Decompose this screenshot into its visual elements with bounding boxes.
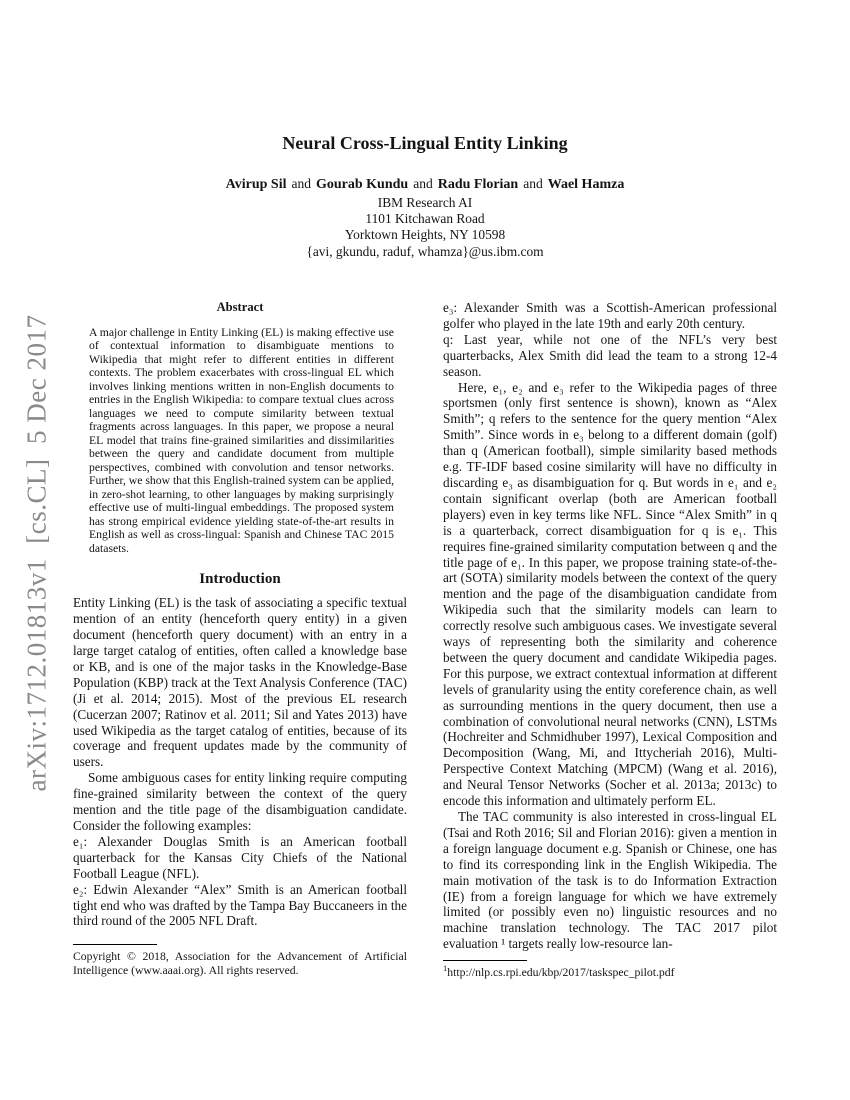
url-footnote (443, 960, 777, 980)
paragraph: The TAC community is also interested in cross-lingual EL (Tsai and Roth 2016; Sil and Florian 2016): given a mention in a foreign language document e.g. Spanish or Chinese, one has to find its corresponding link in the English Wikipedia. The main motivation of the task is to do Information Extraction (IE) from a foreign language for which we have extremely limited (or possibly even no) linguistic resources and no machine translation technology. The TAC 2017 pilot evaluation ¹ targets really low-resource lan- (443, 809, 777, 952)
affiliation-line: IBM Research AI (377, 195, 473, 210)
abstract-heading: Abstract (216, 300, 264, 314)
email-line: {avi, gkundu, raduf, whamza}@us.ibm.com (306, 243, 544, 259)
author-separator: and (291, 176, 311, 191)
author-name: Wael Hamza (547, 177, 625, 192)
author-name: Avirup Sil (225, 177, 287, 192)
footnote-marker: 1 (443, 963, 448, 974)
left-column (73, 300, 407, 978)
example-paragraph-q: q: Last year, while not one of the NFL’s very best quarterbacks, Alex Smith did lead the team to a strong 12-4 season. (443, 331, 777, 379)
author-line (73, 176, 777, 193)
paragraph: Some ambiguous cases for entity linking require computing fine-grained similarity between the context of the query mention and the title page of the disambiguation candidate. Consider the following examples: (73, 770, 407, 833)
right-column (443, 300, 777, 980)
example-paragraph-e1: e₁: Alexander Douglas Smith is an American football quarterback for the Kansas City Chiefs of the National Football League (NFL). (73, 833, 407, 881)
section-heading-introduction: Introduction (199, 571, 281, 588)
arxiv-watermark: arXiv:1712.01813v1 [cs.CL] 5 Dec 2017 (21, 314, 52, 792)
affiliation-line: Yorktown Heights, NY 10598 (344, 227, 506, 243)
paper-title: Neural Cross-Lingual Entity Linking (282, 133, 568, 153)
author-separator: and (413, 176, 433, 191)
example-paragraph-e3: e₃: Alexander Smith was a Scottish-American professional golfer who played in the late 19th and early 20th century. (443, 300, 777, 331)
footnote-rule (73, 944, 157, 945)
author-separator: and (523, 176, 543, 191)
example-paragraph-e2: e₂: Edwin Alexander “Alex” Smith is an American football tight end who was drafted by the Tampa Bay Buccaneers in the third round of the 2005 NFL Draft. (73, 881, 407, 929)
paragraph: Entity Linking (EL) is the task of associating a specific textual mention of an entity (henceforth query entity) in a given document (henceforth query document) with an entry in a large target catalog of entities, often called a knowledge base or KB, and is one of the major tasks in the Knowledge-Base Population (KBP) track at the Text Analysis Conference (TAC) (Ji et al. 2014; 2015). Most of the previous EL research (Cucerzan 2007; Ratinov et al. 2011; Sil and Yates 2013) have used Wikipedia as the target catalog of entities, because of its coverage and frequent updates made by the community of users. (73, 595, 407, 770)
paper-header (73, 133, 777, 260)
abstract-text: A major challenge in Entity Linking (EL) is making effective use of contextual information to disambiguate mentions to Wikipedia that might refer to different entities in different contexts. The problem exacerbates with cross-lingual EL which involves linking mentions written in non-English documents to entries in the English Wikipedia: to compare textual clues across languages we need to compute similarity between textual fragments across languages. In this paper, we propose a neural EL model that trains fine-grained similarities and dissimilarities between the query and candidate document from multiple perspectives, combined with convolution and tensor networks. Further, we show that this English-trained system can be applied, in zero-shot learning, to other languages by making surprisingly effective use of multi-lingual embeddings. The proposed system has strong empirical evidence yielding state-of-the-art results in English as well as cross-lingual: Spanish and Chinese TAC 2015 datasets. (89, 325, 394, 555)
footnote-line (443, 963, 777, 980)
affiliation-line: 1101 Kitchawan Road (365, 211, 485, 227)
affiliation-block (73, 195, 777, 260)
copyright-notice: Copyright © 2018, Association for the Advancement of Artificial Intelligence (www.aaai.org). All rights reserved. (73, 950, 407, 978)
copyright-footnote (73, 944, 407, 978)
author-name: Gourab Kundu (315, 177, 409, 192)
footnote-rule (443, 960, 527, 961)
paragraph: Here, e₁, e₂ and e₃ refer to the Wikipedia pages of three sportsmen (only first sentence is shown), known as “Alex Smith”; q refers to the sentence for the query mention “Alex Smith”. Since words in e₃ belong to a different domain (golf) than q (American football), simple similarity based methods e.g. TF-IDF based cosine similarity will have no difficulty in discarding e₃ as disambiguation for q. But words in e₁ and e₂ contain significant overlap (both are American football players) even in key terms like NFL. Since “Alex Smith” in q is a quarterback, correct disambiguation for q is e₁. This requires fine-grained similarity computation between q and the title page of e₁. In this paper, we propose training state-of-the-art (SOTA) similarity models between the context of the query mention and the page of the disambiguation candidate from Wikipedia such that the similarity models can learn to correctly resolve such ambiguous cases. We investigate several ways of representing both the similarity and coherence between the query document and candidate Wikipedia pages. For this purpose, we extract contextual information at different levels of granularity using the entity coreference chain, as well as surrounding mentions in the query document, then use a combination of convolutional neural networks (CNN), LSTMs (Hochreiter and Schmidhuber 1997), Lexical Composition and Decomposition (Wang, Mi, and Ittycheriah 2016), Multi-Perspective Context Matching (MPCM) (Wang et al. 2016), and Neural Tensor Networks (Socher et al. 2013a; 2013c) to encode this information and ultimately perform EL. (443, 379, 777, 809)
footnote-url: http://nlp.cs.rpi.edu/kbp/2017/taskspec_pilot.pdf (447, 966, 675, 980)
author-name: Radu Florian (437, 177, 519, 192)
